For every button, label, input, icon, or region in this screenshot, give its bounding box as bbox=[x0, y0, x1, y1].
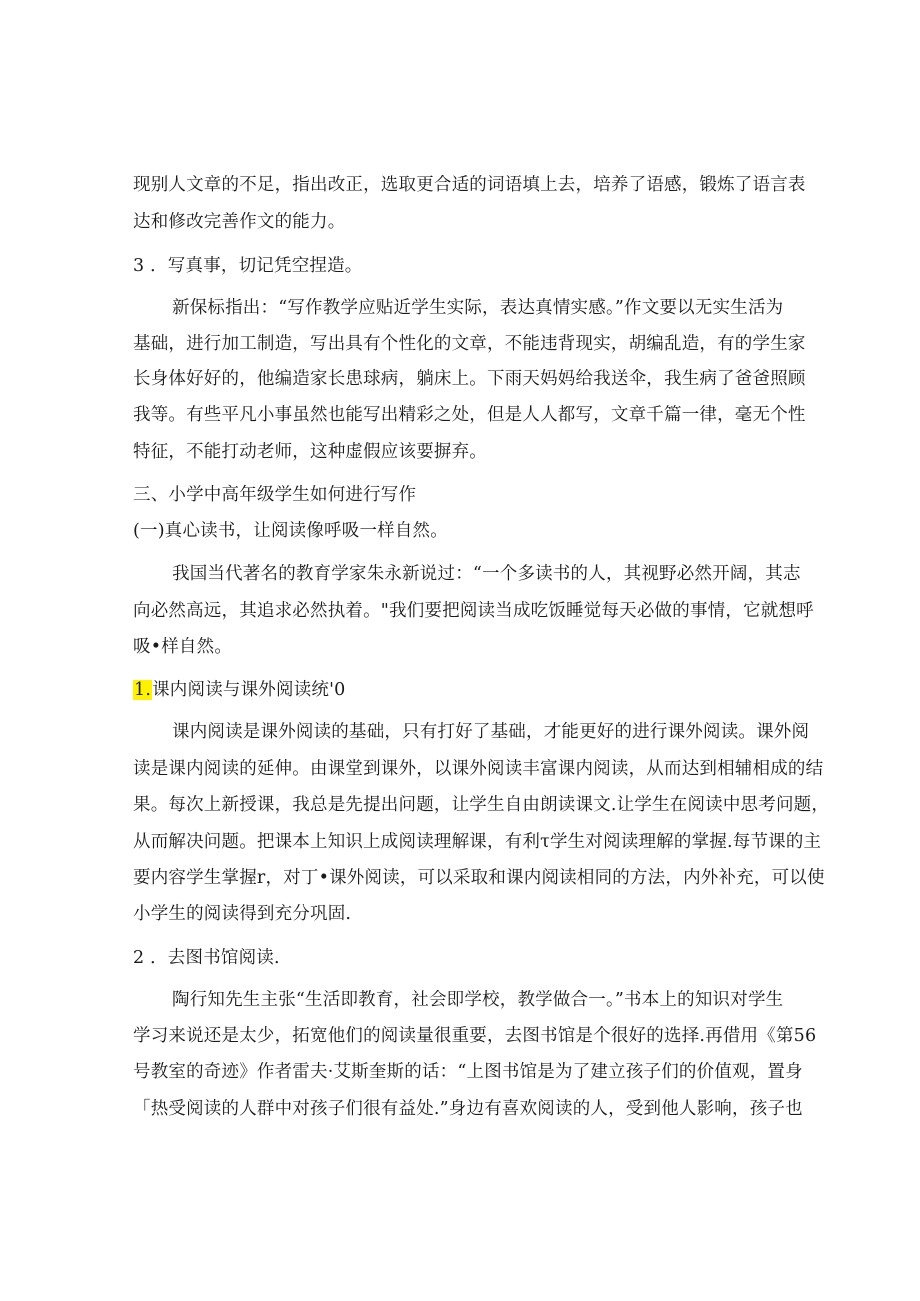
section-heading: 3 ．写真事，切记凭空捏造。 bbox=[133, 256, 363, 276]
text-line: 小学生的阅读得到充分巩固. bbox=[133, 904, 352, 924]
subsection-heading: (一)真心读书，让阅读像呼吸一样自然。 bbox=[133, 521, 448, 541]
text-line: 果。每次上新授课，我总是先提出问题，让学生自由朗读课文.让学生在阅读中思考问题， bbox=[133, 795, 830, 815]
text-line: 号教室的奇迹》作者雷夫·艾斯奎斯的话：“上图书馆是为了建立孩子们的价值观，置身 bbox=[133, 1062, 803, 1082]
text-line: 现别人文章的不足，指出改正，选取更合适的词语填上去，培养了语感，锻炼了语言表 bbox=[133, 175, 806, 195]
paragraph-line: 我国当代著名的教育学家朱永新说过：“一个多读书的人，其视野必然开阔，其志 bbox=[172, 564, 801, 584]
text-line: 从而解决问题。把课本上知识上成阅读理解课，有利τ学生对阅读理解的掌握.每节课的主 bbox=[133, 832, 822, 852]
chapter-heading: 三、小学中高年级学生如何进行写作 bbox=[133, 485, 417, 505]
text-line: 读是课内阅读的延伸。由课堂到课外，以课外阅读丰富课内阅读，从而达到相辅相成的结 bbox=[133, 759, 824, 779]
text-line: 达和修改完善作文的能力。 bbox=[133, 212, 346, 232]
paragraph-line: 新保标指出：“写作教学应贴近学生实际，表达真情实感。”作文要以无实生活为 bbox=[172, 298, 784, 318]
text-line: 基础，进行加工制造，写出具有个性化的文章，不能违背现实，胡编乱造，有的学生家 bbox=[133, 334, 806, 354]
text-line: 吸•样自然。 bbox=[133, 637, 233, 657]
heading-text: 课内阅读与课外阅读统'0 bbox=[152, 680, 346, 700]
paragraph-line: 课内阅读是课外阅读的基础，只有打好了基础，才能更好的进行课外阅读。课外阅 bbox=[172, 722, 810, 742]
numbered-heading bbox=[133, 678, 793, 702]
text-line: 长身体好好的，他编造家长患球病，躺床上。下雨天妈妈给我送伞，我生病了爸爸照顾 bbox=[133, 369, 806, 389]
text-line: 要内容学生掌握r，对丁•课外阅读，可以采取和课内阅读相同的方法，内外补充，可以使 bbox=[133, 868, 825, 888]
text-line: 我等。有些平凡小事虽然也能写出精彩之处，但是人人都写，文章千篇一律，毫无个性 bbox=[133, 405, 806, 425]
text-line: 向必然高远，其追求必然执着。"我们要把阅读当成吃饭睡觉每天必做的事情，它就想呼 bbox=[133, 601, 814, 621]
text-line: 学习来说还是太少，拓宽他们的阅读量很重要，去图书馆是个很好的选择.再借用《第56 bbox=[133, 1026, 817, 1046]
text-line: 「热受阅读的人群中对孩子们很有益处.”身边有喜欢阅读的人，受到他人影响，孩子也 bbox=[133, 1099, 803, 1119]
paragraph-line: 陶行知先生主张“生活即教育，社会即学校，教学做合一。”书本上的知识对学生 bbox=[172, 990, 784, 1010]
highlighted-number: 1. bbox=[134, 680, 152, 700]
numbered-heading: 2 ．去图书馆阅读. bbox=[133, 948, 280, 968]
text-line: 特征，不能打动老师，这种虚假应该要摒弃。 bbox=[133, 442, 487, 462]
